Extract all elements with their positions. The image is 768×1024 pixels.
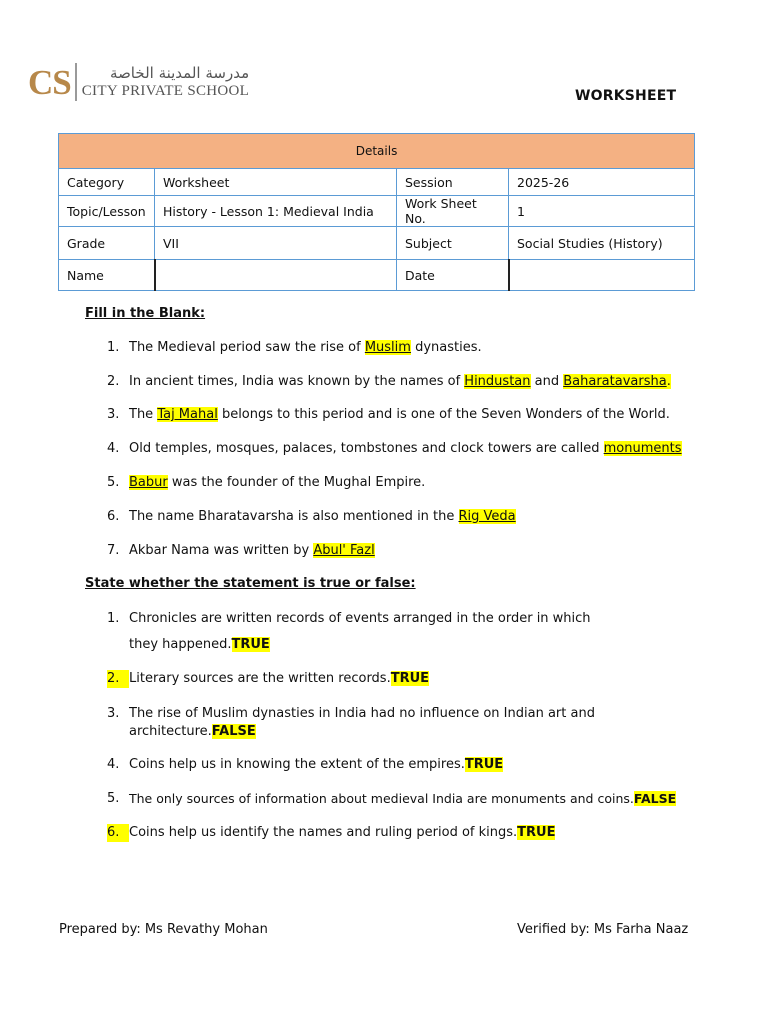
logo-letters: CS [28,62,71,102]
grade-label: Grade [59,227,155,260]
item-number: 4. [107,441,120,456]
answer-highlight: Taj Mahal [157,407,218,422]
name-field[interactable] [155,260,397,291]
session-value: 2025-26 [509,169,695,196]
item-text: Coins help us in knowing the extent of the empires.TRUE [129,757,504,772]
answer-highlight: monuments [603,441,682,456]
subject-value: Social Studies (History) [509,227,695,260]
answer-highlight: Hindustan [464,374,531,389]
item-text: In ancient times, India was known by the names of Hindustan and Baharatavarsha. [129,374,671,389]
item-number: 5. [107,475,120,490]
date-label: Date [397,260,509,291]
grade-value: VII [155,227,397,260]
item-text: Akbar Nama was written by Abul' Fazl [129,543,375,558]
table-row [59,260,695,291]
item-text: The name Bharatavarsha is also mentioned in the Rig Veda [129,509,516,524]
item-number: 7. [107,543,120,558]
worksheet-no-label: Work Sheet No. [397,196,509,227]
item-text: they happened.TRUE [129,637,270,652]
item-number: 3. [107,407,120,422]
category-value: Worksheet [155,169,397,196]
answer-highlight: TRUE [231,637,270,652]
item-text: The Taj Mahal belongs to this period and is one of the Seven Wonders of the World. [129,407,670,422]
true-false-title: State whether the statement is true or false: [85,576,416,591]
item-number: 6. [107,509,120,524]
answer-highlight: Rig Veda [458,509,516,524]
item-number: 1. [107,340,120,355]
answer-highlight: TRUE [517,825,556,840]
item-number: 1. [107,611,120,626]
item-number: 3. [107,706,120,721]
item-text: The only sources of information about medieval India are monuments and coins.FALSE [129,791,677,806]
item-text: Babur was the founder of the Mughal Empire. [129,475,426,490]
item-text: The Medieval period saw the rise of Muslim dynasties. [129,340,482,355]
prepared-by: Prepared by: Ms Revathy Mohan [59,922,268,937]
table-row [59,227,695,260]
fill-blank-title: Fill in the Blank: [85,306,206,321]
item-text: Literary sources are the written records.TRUE [129,671,430,686]
details-header-row [59,134,695,169]
details-heading: Details [59,134,695,169]
answer-highlight: Baharatavarsha [563,374,667,389]
topic-value: History - Lesson 1: Medieval India [155,196,397,227]
table-row [59,169,695,196]
answer-highlight: TRUE [390,671,430,686]
item-text-line-1: Chronicles are written records of events arranged in the order in which [129,611,591,626]
details-table [58,133,695,291]
logo-english-name: CITY PRIVATE SCHOOL [81,83,250,99]
item-number: 2. [107,374,120,389]
worksheet-no-value: 1 [509,196,695,227]
answer-highlight: FALSE [211,724,256,739]
table-row [59,196,695,227]
answer-highlight: TRUE [464,757,504,772]
item-text-line-1: The rise of Muslim dynasties in India had no influence on Indian art and [129,706,595,721]
date-field[interactable] [509,260,695,291]
verified-by: Verified by: Ms Farha Naaz [517,922,689,937]
item-text: architecture.FALSE [129,724,256,739]
logo-arabic-name: مدرسة المدينة الخاصة [110,64,250,82]
topic-label: Topic/Lesson [59,196,155,227]
answer-highlight: Babur [129,475,168,490]
logo-divider [75,63,77,101]
logo-text [82,64,249,100]
subject-label: Subject [397,227,509,260]
answer-highlight: FALSE [633,791,677,806]
item-number: 4. [107,757,120,772]
item-number: 6. [107,824,129,842]
item-number: 5. [107,791,120,806]
answer-highlight: Muslim [364,340,411,355]
category-label: Category [59,169,155,196]
session-label: Session [397,169,509,196]
item-text: Coins help us identify the names and ruling period of kings.TRUE [129,825,556,840]
item-number: 2. [107,670,129,688]
school-logo [28,60,249,104]
name-label: Name [59,260,155,291]
worksheet-title: WORKSHEET [575,88,677,104]
item-text: Old temples, mosques, palaces, tombstones and clock towers are called monuments [129,441,682,456]
answer-highlight: Abul' Fazl [313,543,375,558]
